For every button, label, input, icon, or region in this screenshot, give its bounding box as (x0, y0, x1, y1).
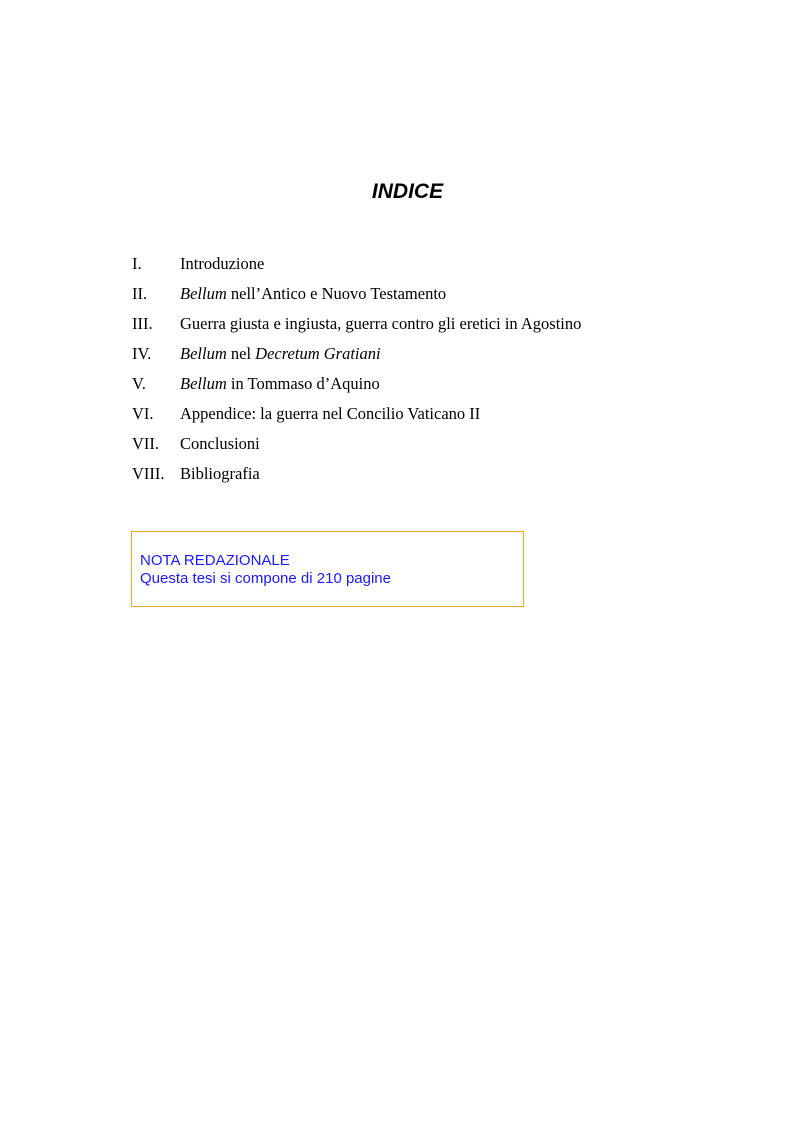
toc-entry-number: IV. (132, 344, 152, 363)
toc-entry-title (180, 312, 581, 342)
toc-entry-title-text: Bibliografia (180, 464, 260, 483)
toc-entry-title (180, 282, 446, 312)
toc-entry-title-text: Appendice: la guerra nel Concilio Vaticano II (180, 404, 481, 423)
toc-entry-title-text: nell’Antico e Nuovo Testamento (226, 284, 447, 303)
toc-entry-title (180, 402, 480, 432)
toc-entry (132, 372, 692, 402)
toc-entry (132, 342, 692, 372)
toc-entry-number: I. (132, 254, 142, 273)
toc-entry-title (180, 462, 260, 492)
toc-entry (132, 282, 692, 312)
toc-entry-title-text: Introduzione (180, 254, 265, 273)
toc-entry (132, 252, 692, 282)
toc-entry-title-text: Guerra giusta e ingiusta, guerra contro gli eretici in Agostino (180, 314, 582, 333)
toc-entry-title-text: Conclusioni (180, 434, 260, 453)
toc-entry-number: III. (132, 314, 153, 333)
toc-entry (132, 432, 692, 462)
toc-entry-title-italic: Bellum (180, 344, 227, 363)
toc-entry-number: V. (132, 374, 146, 393)
toc-entry-number: VII. (132, 434, 160, 453)
toc-entry-number: II. (132, 284, 148, 303)
page-title: INDICE (371, 180, 444, 203)
toc-entry-title-italic: Decretum Gratiani (255, 344, 381, 363)
toc-entry (132, 402, 692, 432)
toc-entry-title (180, 342, 381, 372)
toc-entry (132, 462, 692, 492)
toc-entry-title (180, 432, 260, 462)
table-of-contents (132, 252, 692, 492)
toc-entry-title-italic: Bellum (180, 284, 227, 303)
toc-entry-title (180, 372, 380, 402)
toc-entry-number: VIII. (132, 464, 165, 483)
editorial-note (131, 531, 524, 607)
toc-entry-title-italic: Bellum (180, 374, 227, 393)
note-body: Questa tesi si compone di 210 pagine (140, 570, 391, 587)
toc-entry-title (180, 252, 264, 282)
toc-entry-title-text: in Tommaso d’Aquino (226, 374, 380, 393)
toc-entry-title-text: nel (226, 344, 256, 363)
note-heading: NOTA REDAZIONALE (140, 552, 290, 569)
toc-entry-number: VI. (132, 404, 154, 423)
toc-entry (132, 312, 692, 342)
